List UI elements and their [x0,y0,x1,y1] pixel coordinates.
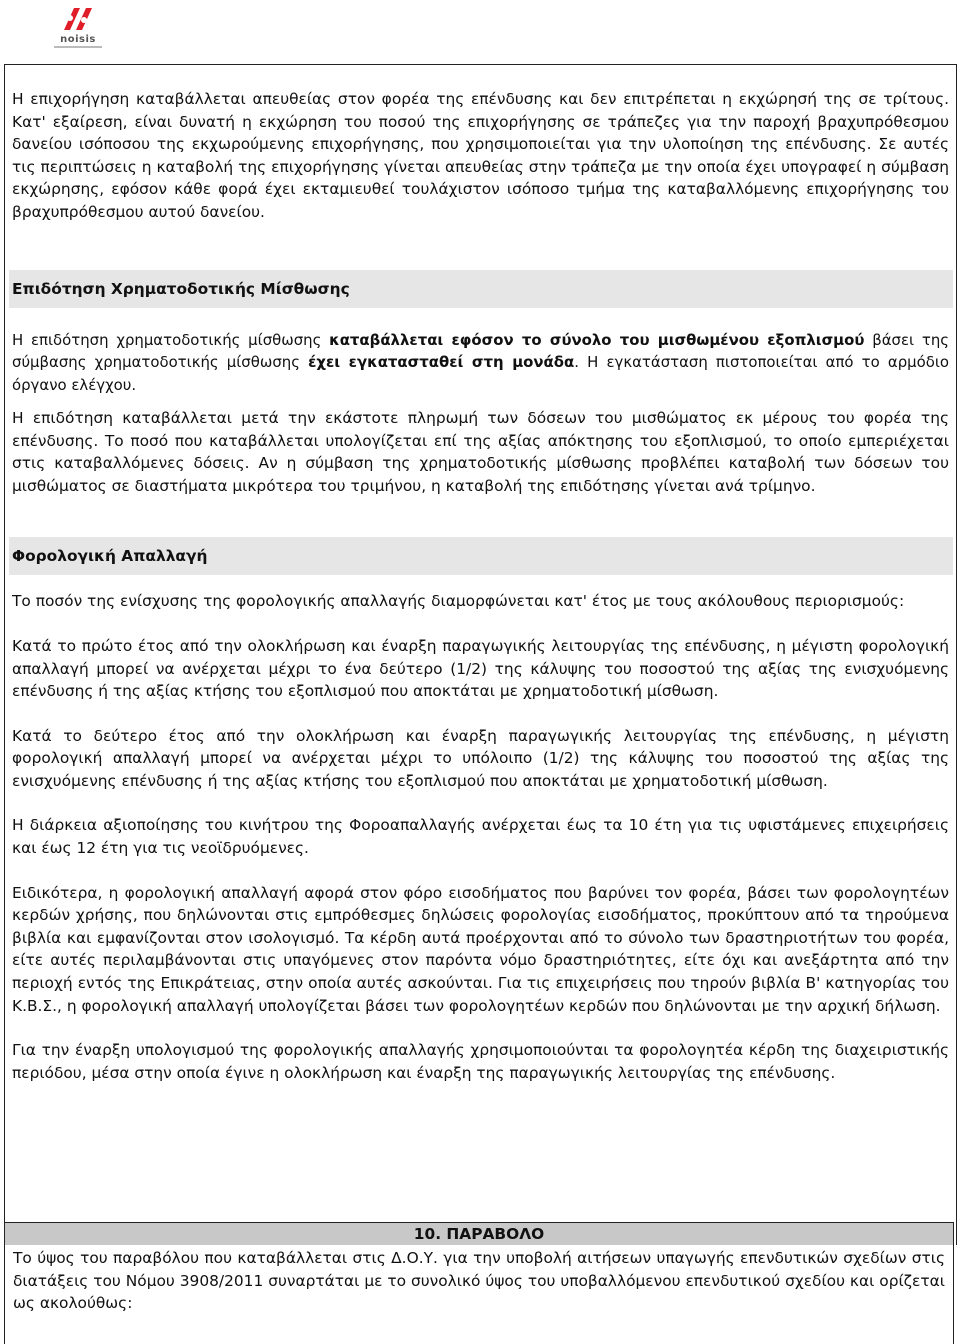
tax-paragraph-6: Για την έναρξη υπολογισμού της φορολογικής απαλλαγής χρησιμοποιούνται τα φορολογητέα κέρδη της διαχειριστικής περιόδου, μέσα στην οποία έγινε η ολοκλήρωση και έναρξη της παραγωγικής λειτουργίας της επένδυσης. [12,1041,949,1082]
tax-paragraph-4: Η διάρκεια αξιοποίησης του κινήτρου της Φοροαπαλλαγής ανέρχεται έως τα 10 έτη για τις υφιστάμενες επιχειρήσεις και έως 12 έτη για τις νεοϊδρυόμενες. [12,816,949,858]
leasing-paragraph-2: Η επιδότηση καταβάλλεται μετά την εκάστοτε πληρωμή των δόσεων του μισθώματος εκ μέρους του φορέα της επένδυσης. Το ποσό που καταβάλλεται υπολογίζεται επί της αξίας απόκτησης του εξοπλισμού, το οποίο εμπεριέχεται στις καταβαλλόμενες δόσεις. Αν η σύμβαση της χρηματοδοτικής μίσθωσης προβλέπει καταβολή των δόσεων του μισθώματος σε διαστήματα μικρότερα του τριμήνου, η καταβολή της επιδότησης γίνεται ανά τρίμηνο. [12,408,949,495]
fee-section-title: 10. ΠΑΡΑΒΟΛΟ [4,1222,954,1245]
fee-paragraph: Το ύψος του παραβόλου που καταβάλλεται στις Δ.Ο.Υ. για την υποβολή αιτήσεων υπαγωγής επενδυτικών σχεδίων στις διατάξεις του Νόμου 3908/2011 συναρτάται με το συνολικό ύψος του υποβαλλόμενου επενδυτικού σχεδίου και ορίζεται ως ακολούθως: [13,1249,945,1313]
tax-paragraph-3: Κατά το δεύτερο έτος από την ολοκλήρωση και έναρξη παραγωγικής λειτουργίας της επένδυσης, η μέγιστη φορολογική απαλλαγή μπορεί να ανέρχεται μέχρι το υπόλοιπο (1/2) της κάλυψης του ποσοστού της αξίας της ενισχυόμενης επένδυσης ή της αξίας κτήσης του εξοπλισμού που αποκτάται με χρηματοδοτική μίσθωση. [12,726,949,790]
logo-wordmark: noisis [60,34,96,45]
tax-heading-bar [9,537,953,575]
tax-paragraph-2: Κατά το πρώτο έτος από την ολοκλήρωση και έναρξη παραγωγικής λειτουργίας της επένδυσης, η μέγιστη φορολογική απαλλαγή μπορεί να ανέρχεται μέχρι το ένα δεύτερο (1/2) της κάλυψης του ποσοστού της αξίας της ενισχυόμενης επένδυσης ή της αξίας κτήσης του εξοπλισμού που αποκτάται με χρηματοδοτική μίσθωση. [12,636,949,701]
intro-paragraph: Η επιχορήγηση καταβάλλεται απευθείας στον φορέα της επένδυσης και δεν επιτρέπεται η εκχώρησή της σε τρίτους. Κατ' εξαίρεση, είναι δυνατή η εκχώρηση του ποσού της επιχορήγησης σε τράπεζες για την παροχή βραχυπρόθεσμου δανείου ισόποσου της εκχωρούμενης επιχορήγησης, που χρησιμοποιείται για την υλοποίηση της επένδυσης. Σε αυτές τις περιπτώσεις η καταβολή της επιχορήγησης γίνεται απευθείας στην τράπεζα με την οποία έχει υπογραφεί η σύμβαση εκχώρησης, εφόσον κάθε φορά έχει εκταμιευθεί τουλάχιστον ισόποσο τμήμα της καταβαλλόμενης επιχορήγησης του βραχυπρόθεσμου αυτού δανείου. [12,90,949,221]
logo-underline [54,46,102,48]
leasing-heading-bar [9,270,953,308]
leasing-paragraph-1: Η επιδότηση χρηματοδοτικής μίσθωσης καταβάλλεται εφόσον το σύνολο του μισθωμένου εξοπλισμού βάσει της σύμβασης χρηματοδοτικής μίσθωσης έχει εγκατασταθεί στη μονάδα. Η εγκατάσταση πιστοποιείται από το αρμόδιο όργανο ελέγχου. [12,330,950,395]
tax-paragraph-5: Ειδικότερα, η φορολογική απαλλαγή αφορά στον φόρο εισοδήματος που βαρύνει τον φορέα, βάσει των φορολογητέων κερδών χρήσης, που δηλώνονται στις εμπρόθεσμες δηλώσεις φορολογίας εισοδήματος, προκύπτουν από τα τηρούμενα βιβλία και εμφανίζονται στον ισολογισμό. Τα κέρδη αυτά προέρχονται από το σύνολο των δραστηριοτήτων του φορέα, είτε αυτές περιλαμβάνονται στις υπαγόμενες στον παρόντα νόμο δραστηριότητες, είτε όχι και ανεξάρτητα από την περιοχή εντός της Επικράτειας, στην οποία αυτές ασκούνται. Για τις επιχειρήσεις που τηρούν βιβλία Β' κατηγορίας του Κ.Β.Σ., η φορολογική απαλλαγή υπολογίζεται βάσει των φορολογητέων κερδών που δηλώνονται με την αρχική δήλωση. [12,883,949,1015]
tax-heading: Φορολογική Απαλλαγή [12,547,208,566]
logo-mark-icon [60,4,96,34]
leasing-heading: Επιδότηση Χρηματοδοτικής Μίσθωσης [12,279,350,298]
company-logo [54,4,102,52]
tax-paragraph-1: Το ποσόν της ενίσχυσης της φορολογικής απαλλαγής διαμορφώνεται κατ' έτος με τους ακόλουθους περιορισμούς: [12,592,905,611]
document-body [12,88,949,1084]
fee-section-box [4,1245,954,1344]
